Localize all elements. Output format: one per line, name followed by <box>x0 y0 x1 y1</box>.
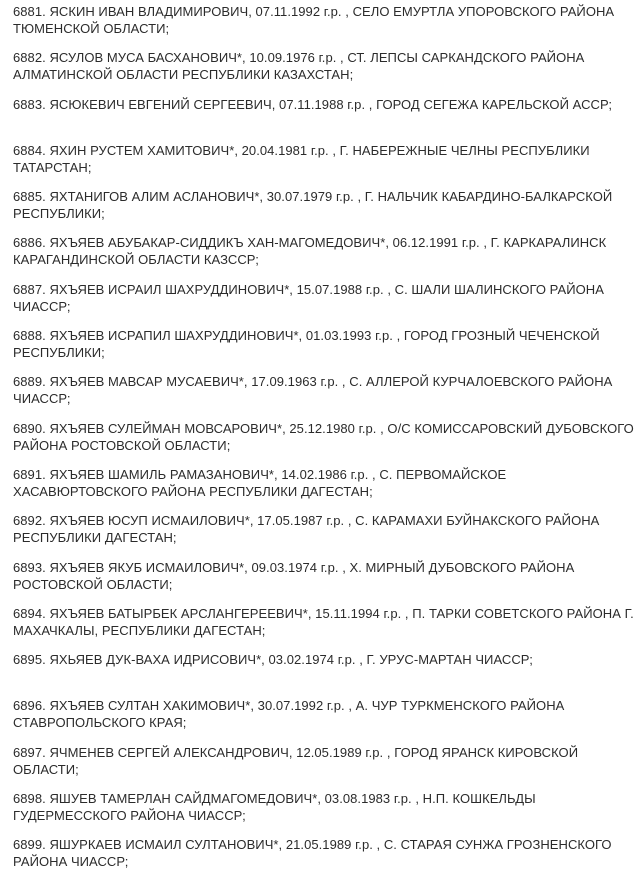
entry-text: 6881. ЯСКИН ИВАН ВЛАДИМИРОВИЧ, 07.11.1992 г.р. , СЕЛО ЕМУРТЛА УПОРОВСКОГО РАЙОНА ТЮМЕНСКОЙ ОБЛАСТИ; <box>13 4 615 36</box>
entry-text: 6885. ЯХТАНИГОВ АЛИМ АСЛАНОВИЧ*, 30.07.1979 г.р. , Г. НАЛЬЧИК КАБАРДИНО-БАЛКАРСКОЙ РЕСПУБЛИКИ; <box>13 189 613 222</box>
entry-text: 6883. ЯСЮКЕВИЧ ЕВГЕНИЙ СЕРГЕЕВИЧ, 07.11.1988 г.р. , ГОРОД СЕГЕЖА КАРЕЛЬСКОЙ АССР; <box>13 96 613 112</box>
list-item <box>13 327 635 373</box>
list-item <box>13 49 635 95</box>
list-item <box>13 836 635 882</box>
entry-text: 6895. ЯХЬЯЕВ ДУК-ВАХА ИДРИСОВИЧ*, 03.02.1974 г.р. , Г. УРУС-МАРТАН ЧИАССР; <box>13 652 533 668</box>
list-item <box>13 3 635 49</box>
entry-text: 6884. ЯХИН РУСТЕМ ХАМИТОВИЧ*, 20.04.1981 г.р. , Г. НАБЕРЕЖНЫЕ ЧЕЛНЫ РЕСПУБЛИКИ ТАТАРСТАН; <box>13 142 590 175</box>
entry-text: 6896. ЯХЪЯЕВ СУЛТАН ХАКИМОВИЧ*, 30.07.1992 г.р. , А. ЧУР ТУРКМЕНСКОГО РАЙОНА СТАВРОПОЛЬСКОГО КРАЯ; <box>13 698 565 731</box>
entry-text: 6891. ЯХЪЯЕВ ШАМИЛЬ РАМАЗАНОВИЧ*, 14.02.1986 г.р. , С. ПЕРВОМАЙСКОЕ ХАСАВЮРТОВСКОГО РАЙОНА РЕСПУБЛИКИ ДАГЕСТАН; <box>13 466 507 499</box>
entry-text: 6893. ЯХЪЯЕВ ЯКУБ ИСМАИЛОВИЧ*, 09.03.1974 г.р. , Х. МИРНЫЙ ДУБОВСКОГО РАЙОНА РОСТОВСКОЙ ОБЛАСТИ; <box>13 559 575 592</box>
entry-text: 6887. ЯХЪЯЕВ ИСРАИЛ ШАХРУДДИНОВИЧ*, 15.07.1988 г.р. , С. ШАЛИ ШАЛИНСКОГО РАЙОНА ЧИАССР; <box>13 281 604 314</box>
list-item <box>13 651 635 697</box>
list-item <box>13 559 635 605</box>
list-item <box>13 234 635 280</box>
list-item <box>13 697 635 743</box>
entry-text: 6890. ЯХЪЯЕВ СУЛЕЙМАН МОВСАРОВИЧ*, 25.12.1980 г.р. , О/С КОМИССАРОВСКИЙ ДУБОВСКОГО РАЙОНА РОСТОВСКОЙ ОБЛАСТИ; <box>13 420 634 453</box>
list-item <box>13 420 635 466</box>
list-item <box>13 373 635 419</box>
list-item <box>13 744 635 790</box>
list-item <box>13 96 635 142</box>
list-item <box>13 281 635 327</box>
entry-text: 6892. ЯХЪЯЕВ ЮСУП ИСМАИЛОВИЧ*, 17.05.1987 г.р. , С. КАРАМАХИ БУЙНАКСКОГО РАЙОНА РЕСПУБЛИКИ ДАГЕСТАН; <box>13 513 600 546</box>
registry-list <box>13 3 635 883</box>
list-item <box>13 790 635 836</box>
entry-text: 6882. ЯСУЛОВ МУСА БАСХАНОВИЧ*, 10.09.1976 г.р. , СТ. ЛЕПСЫ САРКАНДСКОГО РАЙОНА АЛМАТИНСКОЙ ОБЛАСТИ РЕСПУБЛИКИ КАЗАХСТАН; <box>13 50 585 83</box>
entry-text: 6894. ЯХЪЯЕВ БАТЫРБЕК АРСЛАНГЕРЕЕВИЧ*, 15.11.1994 г.р. , П. ТАРКИ СОВЕТСКОГО РАЙОНА Г. МАХАЧКАЛЫ, РЕСПУБЛИКИ ДАГЕСТАН; <box>13 605 634 638</box>
list-item <box>13 512 635 558</box>
list-item <box>13 605 635 651</box>
entry-text: 6897. ЯЧМЕНЕВ СЕРГЕЙ АЛЕКСАНДРОВИЧ, 12.05.1989 г.р. , ГОРОД ЯРАНСК КИРОВСКОЙ ОБЛАСТИ; <box>13 744 579 777</box>
entry-text: 6898. ЯШУЕВ ТАМЕРЛАН САЙДМАГОМЕДОВИЧ*, 03.08.1983 г.р. , Н.П. КОШКЕЛЬДЫ ГУДЕРМЕССКОГО РАЙОНА ЧИАССР; <box>13 791 536 824</box>
entry-text: 6889. ЯХЪЯЕВ МАВСАР МУСАЕВИЧ*, 17.09.1963 г.р. , С. АЛЛЕРОЙ КУРЧАЛОЕВСКОГО РАЙОНА ЧИАССР; <box>13 374 613 407</box>
entry-text: 6899. ЯШУРКАЕВ ИСМАИЛ СУЛТАНОВИЧ*, 21.05.1989 г.р. , С. СТАРАЯ СУНЖА ГРОЗНЕНСКОГО РАЙОНА ЧИАССР; <box>13 837 612 870</box>
list-item <box>13 466 635 512</box>
list-item <box>13 188 635 234</box>
entry-text: 6886. ЯХЪЯЕВ АБУБАКАР-СИДДИКЪ ХАН-МАГОМЕДОВИЧ*, 06.12.1991 г.р. , Г. КАРКАРАЛИНСК КАРАГАНДИНСКОЙ ОБЛАСТИ КАЗССР; <box>13 235 607 268</box>
list-item <box>13 142 635 188</box>
entry-text: 6888. ЯХЪЯЕВ ИСРАПИЛ ШАХРУДДИНОВИЧ*, 01.03.1993 г.р. , ГОРОД ГРОЗНЫЙ ЧЕЧЕНСКОЙ РЕСПУБЛИКИ; <box>13 328 600 361</box>
